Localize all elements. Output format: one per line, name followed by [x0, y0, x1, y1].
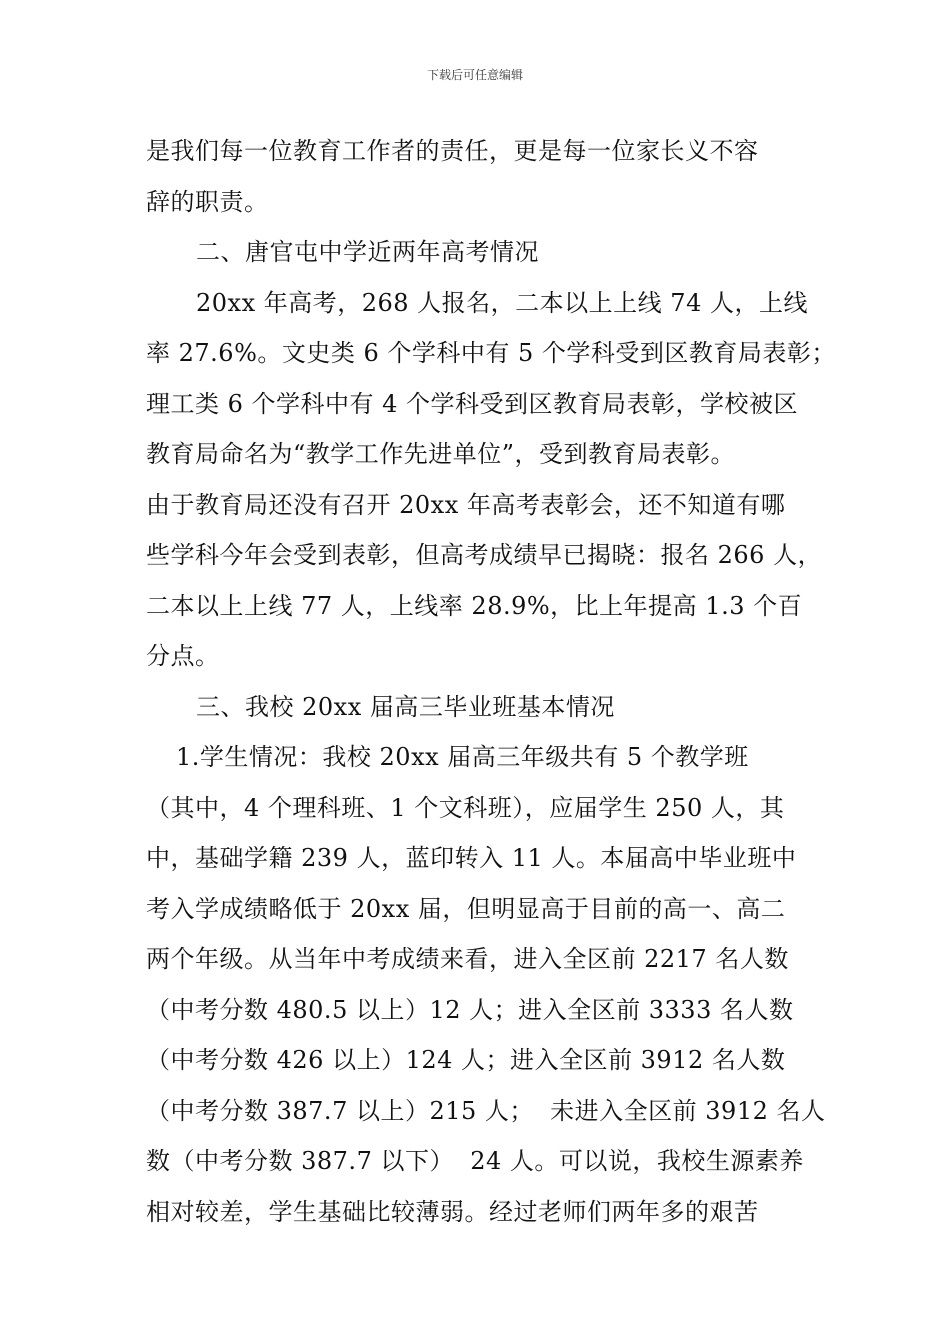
text-line: （中考分数 480.5 以上）12 人；进入全区前 3333 名人数 — [146, 995, 794, 1024]
text-line: 数（中考分数 387.7 以下） 24 人。可以说，我校生源素养 — [146, 1147, 804, 1175]
text-line: 分点。 — [146, 642, 220, 670]
text-line: 率 27.6%。文史类 6 个学科中有 5 个学科受到区教育局表彰； — [146, 339, 836, 367]
text-line: 些学科今年会受到表彰，但高考成绩早已揭晓：报名 266 人， — [146, 541, 823, 569]
text-line: 辞的职责。 — [146, 187, 269, 216]
text-line: 二本以上上线 77 人，上线率 28.9%，比上年提高 1.3 个百 — [146, 591, 803, 620]
text-line: （中考分数 426 以上）124 人；进入全区前 3912 名人数 — [146, 1046, 786, 1074]
text-line: 考入学成绩略低于 20xx 届，但明显高于目前的高一、高二 — [146, 894, 786, 923]
text-line: （其中，4 个理科班、1 个文科班），应届学生 250 人，其 — [146, 793, 785, 822]
text-line: 理工类 6 个学科中有 4 个学科受到区教育局表彰，学校被区 — [146, 389, 799, 418]
text-line: 两个年级。从当年中考成绩来看，进入全区前 2217 名人数 — [146, 945, 789, 973]
page-header-note: 下载后可任意编辑 — [426, 68, 523, 82]
document-body — [146, 126, 836, 1237]
text-line: （中考分数 387.7 以上）215 人； 未进入全区前 3912 名人 — [146, 1096, 826, 1125]
text-line: 1.学生情况：我校 20xx 届高三年级共有 5 个教学班 — [176, 743, 749, 771]
text-line: 是我们每一位教育工作者的责任，更是每一位家长义不容 — [146, 137, 759, 165]
text-line: 由于教育局还没有召开 20xx 年高考表彰会，还不知道有哪 — [146, 490, 786, 519]
text-line: 教育局命名为“教学工作先进单位”，受到教育局表彰。 — [146, 440, 736, 468]
section-heading: 三、我校 20xx 届高三毕业班基本情况 — [196, 692, 615, 721]
text-line: 中，基础学籍 239 人，蓝印转入 11 人。本届高中毕业班中 — [146, 844, 797, 872]
text-line: 相对较差，学生基础比较薄弱。经过老师们两年多的艰苦 — [146, 1197, 759, 1226]
text-line: 20xx 年高考，268 人报名，二本以上上线 74 人，上线 — [196, 288, 808, 317]
section-heading: 二、唐官屯中学近两年高考情况 — [196, 238, 539, 266]
